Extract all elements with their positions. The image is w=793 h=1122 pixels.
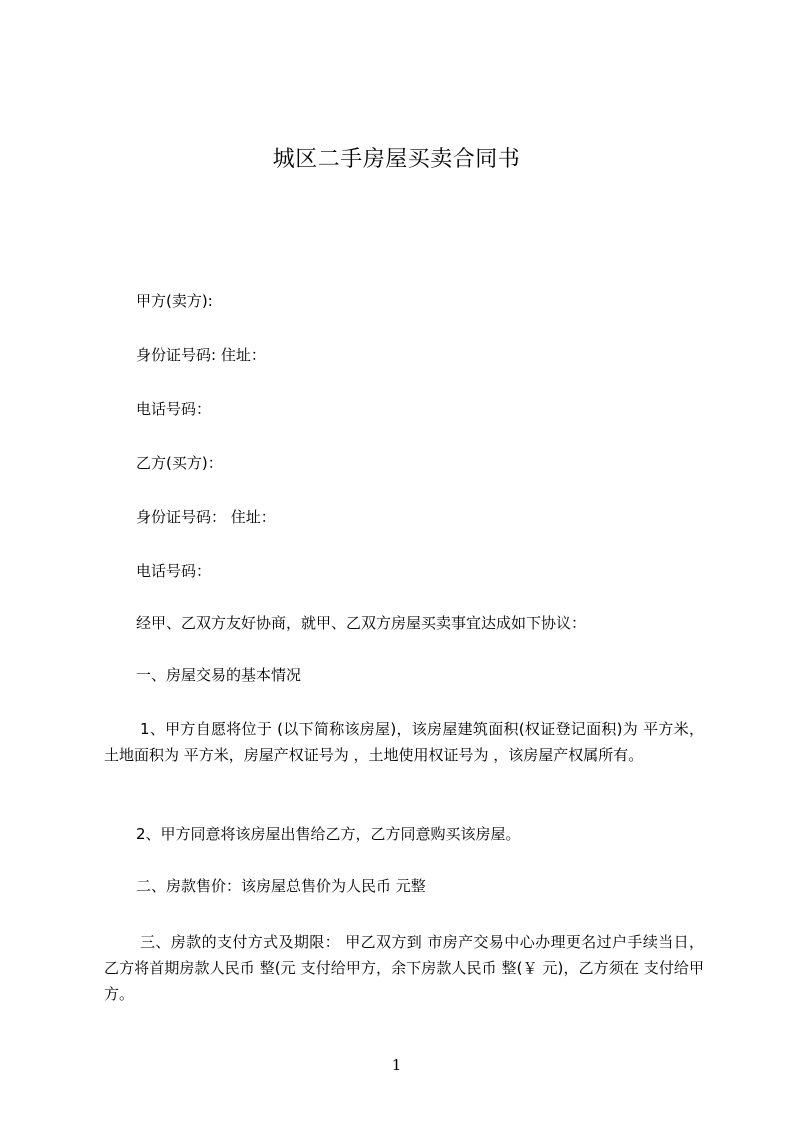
section2-text: 二、房款售价：该房屋总售价为人民币 元整 [136, 877, 426, 895]
party-a-label: 甲方(卖方): [136, 292, 213, 310]
document-title: 城区二手房屋买卖合同书 [272, 147, 521, 172]
section3-text: 三、房款的支付方式及期限： 甲乙双方到 市房产交易中心办理更名过户手续当日，乙方将首期房款人民币 整(元 支付给甲方，余下房款人民币 整(￥ 元)，乙方须在 支付给甲方。 [104, 933, 704, 1003]
section1-clause1: 1、甲方自愿将位于 (以下简称该房屋)，该房屋建筑面积(权证登记面积)为 平方米，土地面积为 平方米，房屋产权证号为 ，土地使用权证号为 ，该房屋产权属所有。 [104, 720, 704, 764]
party-b-phone: 电话号码： [136, 562, 212, 580]
intro-text: 经甲、乙双方友好协商，就甲、乙双方房屋买卖事宜达成如下协议： [136, 614, 587, 632]
party-a-id-address: 身份证号码: 住址： [136, 346, 266, 364]
section1-heading: 一、房屋交易的基本情况 [136, 666, 302, 684]
section1-clause2: 2、甲方同意将该房屋出售给乙方，乙方同意购买该房屋。 [136, 825, 521, 843]
party-a-phone: 电话号码： [136, 400, 212, 418]
party-b-id-address: 身份证号码： 住址： [136, 508, 276, 526]
page-number: 1 [391, 1056, 402, 1074]
party-b-label: 乙方(买方)： [136, 454, 223, 472]
